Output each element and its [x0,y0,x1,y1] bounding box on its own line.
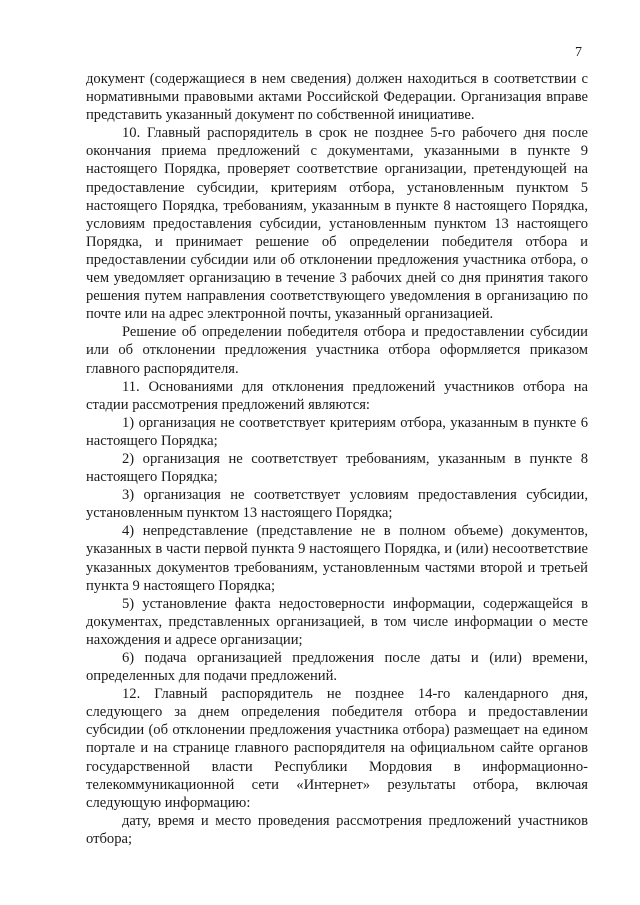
list-item-1: 1) организация не соответствует критериям отбора, указанным в пункте 6 настоящего Порядка; [86,414,588,449]
page-number: 7 [575,45,582,60]
paragraph-continuation: документ (содержащиеся в нем сведения) должен находиться в соответствии с нормативными правовыми актами Российской Федерации. Организация вправе представить указанный документ по собственной инициативе. [86,71,588,124]
paragraph-item-12: 12. Главный распорядитель не позднее 14-го календарного дня, следующего за днем определения победителя отбора и предоставлении субсидии (об отклонении предложения участника отбора) размещает на едином портале и на странице главного распорядителя на официальном сайте органов государственной власти Республики Мордовия в информационно-телекоммуникационной сети «Интернет» результаты отбора, включая следующую информацию: [86,686,588,811]
list-item-5: 5) установление факта недостоверности информации, содержащейся в документах, представленных организацией, в том числе информации о месте нахождения и адресе организации; [86,595,588,648]
paragraph-info-date: дату, время и место проведения рассмотрения предложений участников отбора; [86,812,588,847]
paragraph-item-10: 10. Главный распорядитель в срок не позднее 5-го рабочего дня после окончания приема предложений с документами, указанными в пункте 9 настоящего Порядка, проверяет соответствие организации, претендующей на предоставление субсидии, критериям отбора, установленным пунктом 5 настоящего Порядка, требованиям, указанным в пункте 8 настоящего Порядка, условиям предоставления субсидии, установленным пунктом 13 настоящего Порядка, и принимает решение об определении победителя отбора и предоставлении субсидии или об отклонении предложения участника отбора, о чем уведомляет организацию в течение 3 рабочих дней со дня принятия такого решения путем направления соответствующего уведомления в организацию по почте или на адрес электронной почты, указанный организацией. [86,125,588,323]
paragraph-item-11: 11. Основаниями для отклонения предложений участников отбора на стадии рассмотрения предложений являются: [86,378,588,413]
list-item-2: 2) организация не соответствует требованиям, указанным в пункте 8 настоящего Порядка; [86,450,588,486]
list-item-3: 3) организация не соответствует условиям предоставления субсидии, установленным пунктом 13 настоящего Порядка; [86,487,588,522]
list-item-6: 6) подача организацией предложения после даты и (или) времени, определенных для подачи предложений. [86,650,588,685]
paragraph-decision: Решение об определении победителя отбора и предоставлении субсидии или об отклонении предложения участника отбора оформляется приказом главного распорядителя. [86,324,588,377]
document-body [86,70,588,848]
list-item-4: 4) непредставление (представление не в полном объеме) документов, указанных в части первой пункта 9 настоящего Порядка, и (или) несоответствие указанных документов требованиям, установленным частями второй и третьей пункта 9 настоящего Порядка; [86,523,588,594]
